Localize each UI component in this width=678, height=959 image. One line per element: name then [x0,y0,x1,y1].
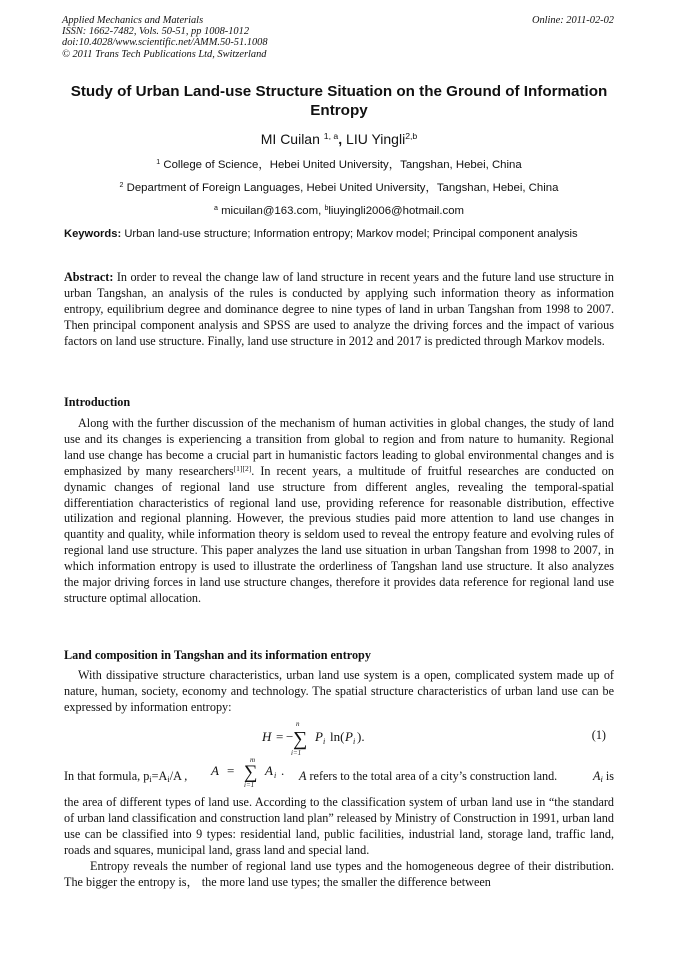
sum-formula [209,756,307,788]
email-a[interactable]: micuilan@163.com, [221,205,322,217]
keywords-label: Keywords: [64,228,122,240]
email-b[interactable]: liuyingli2006@hotmail.com [328,205,465,217]
copyright-line: © 2011 Trans Tech Publications Ltd, Switzerland [62,48,267,60]
entropy-equation [0,721,678,759]
sum-Ai-sub: i [274,771,277,780]
formula-A: A [299,769,307,783]
email-line [64,204,614,218]
eq-P-sub: i [323,737,326,746]
formula-text-a [64,769,187,785]
email-a-mark: a [213,205,218,213]
formula-mid: =A [151,769,168,783]
section2-heading: Land composition in Tangshan and its information entropy [64,648,371,662]
abstract-label: Abstract: [64,270,114,284]
abstract-text: In order to reveal the change law of land structure in recent years and the future land use structure in urban Tangshan, an analysis of the rules is conducted by applying such information theory as information entropy, equilibrium degree and dominance degree to nine types of land in urban Tangshan from 1998 to 2007. Then principal component analysis and SPSS are used to analyze the driving forces and the impact of various factors on land use structure. Finally, land use structure in 2012 and 2017 is predicted through Markov models. [64,270,615,348]
sum-upper: m [250,756,256,764]
formula-definition-line [64,756,614,788]
sum-Ai: A [265,763,273,778]
doi-line[interactable]: doi:10.4028/www.scientific.net/AMM.50-51.1008 [62,37,268,49]
email-b-mark: b [324,205,329,213]
eq-minus: − [286,729,294,744]
sum-period: . [281,763,285,778]
section2-paragraph-1: With dissipative structure characteristics, urban land use system is a open, complicated system made up of nature, human, society, economy and technology. The spatial structure characteristics of urban land use can be expressed by information entropy: [64,668,614,714]
author-1-affil: 1, a [323,131,339,142]
eq-upper-limit: n [296,721,300,728]
intro-text-b: . In recent years, a multitude of fruitful researches are conducted on dynamic changes of regional land use structure from different angles, revealing the temporal-spatial differentiation characteristics of regional land use, providing reference for reasonable distribution, effective utilization and regional planning. However, the previous studies paid more attention to land use changes in quantity and quality, while information theory is seldom used to reveal the entropy feature and evolving rules of regional land use structure. This paper analyzes the land use situation in urban Tangshan from 1998 to 2007, in which information entropy is used to illustrate the orderliness of Tangshan land use structure. It also analyzes the major driving forces in land use structure changes, therefore it provides data reference for regional land use structure optimal allocation. [64,463,614,605]
eq-close: ). [357,729,365,744]
formula-tail: is [605,769,614,783]
sum-equals: = [227,763,235,778]
paper-title: Study of Urban Land-use Structure Situation on the Ground of Information Entropy [70,83,608,119]
formula-text-b [299,769,557,785]
eq-P2: P [345,729,353,744]
issn-line: ISSN: 1662-7482, Vols. 50-51, pp 1008-1012 [62,26,250,38]
affiliation-2 [64,181,614,195]
formula-Ai-sub: i [600,774,603,785]
section2-paragraph-3: Entropy reveals the number of regional land use types and the homogeneous degree of their distribution. The bigger the entropy is， the more land use types; the smaller the difference between [64,859,614,889]
affiliation-1-text: College of Science，Hebei United University，Tangshan, Hebei, China [163,159,522,171]
formula-sub-2: i [167,774,170,785]
eq-equals: = [276,729,284,744]
formula-div: /A , [169,769,188,783]
author-line [64,130,614,148]
eq-H: H [262,729,272,744]
eq-P: P [315,729,323,744]
affiliation-2-text: Department of Foreign Languages, Hebei United University，Tangshan, Hebei, China [126,182,559,194]
introduction-heading: Introduction [64,395,131,409]
online-date: Online: 2011-02-02 [531,15,614,26]
journal-header [62,15,392,60]
introduction-paragraph [64,416,614,607]
eq-P2-sub: i [353,737,356,746]
eq-sum: ∑ [293,728,308,750]
formula-sub-1: i [149,774,152,785]
keywords-text: Urban land-use structure; Information entropy; Markov model; Principal component analysis [124,228,578,240]
author-1: MI Cuilan [260,131,320,147]
author-2: LIU Yingli [346,131,406,147]
sum-sign: ∑ [244,762,258,783]
equation-number: (1) [591,728,606,742]
sum-A: A [211,763,219,778]
abstract [64,270,614,350]
eq-lower-limit: i=1 [291,749,302,757]
affiliation-1 [64,158,614,172]
author-separator: , [338,131,343,147]
author-2-affil: 2,b [405,131,418,142]
formula-intro: In that formula, p [64,769,150,783]
eq-ln: ln( [330,729,345,744]
formula-text-c [593,769,614,785]
intro-text-a: Along with the further discussion of the mechanism of human activities in global changes, the study of land use and its changes is experiencing a transition from global to region and from nature to humanity. Regional land use change has become a crucial part in humanistic factors leading to global environmental changes and is emphasized by many researchers [64,416,614,478]
section2-paragraph-2: the area of different types of land use. According to the classification system of urban land use in “the standard of urban land classification and construction land plan” released by Ministry of Construction in 1991, urban land use can be classified into 9 types: residential land, public facilities, industrial land, storage land, traffic land, roads and squares, municipal land, grass land and special land. [64,795,614,857]
formula-after: refers to the total area of a city’s construction land. [309,769,558,783]
affiliation-2-mark: 2 [119,182,124,190]
journal-name: Applied Mechanics and Materials [62,15,204,26]
formula-Ai: A [592,769,601,783]
affiliation-1-mark: 1 [156,159,161,167]
sum-lower: i=1 [244,781,255,788]
citation-1-2[interactable]: [1][2] [233,463,252,473]
keywords [64,228,614,242]
